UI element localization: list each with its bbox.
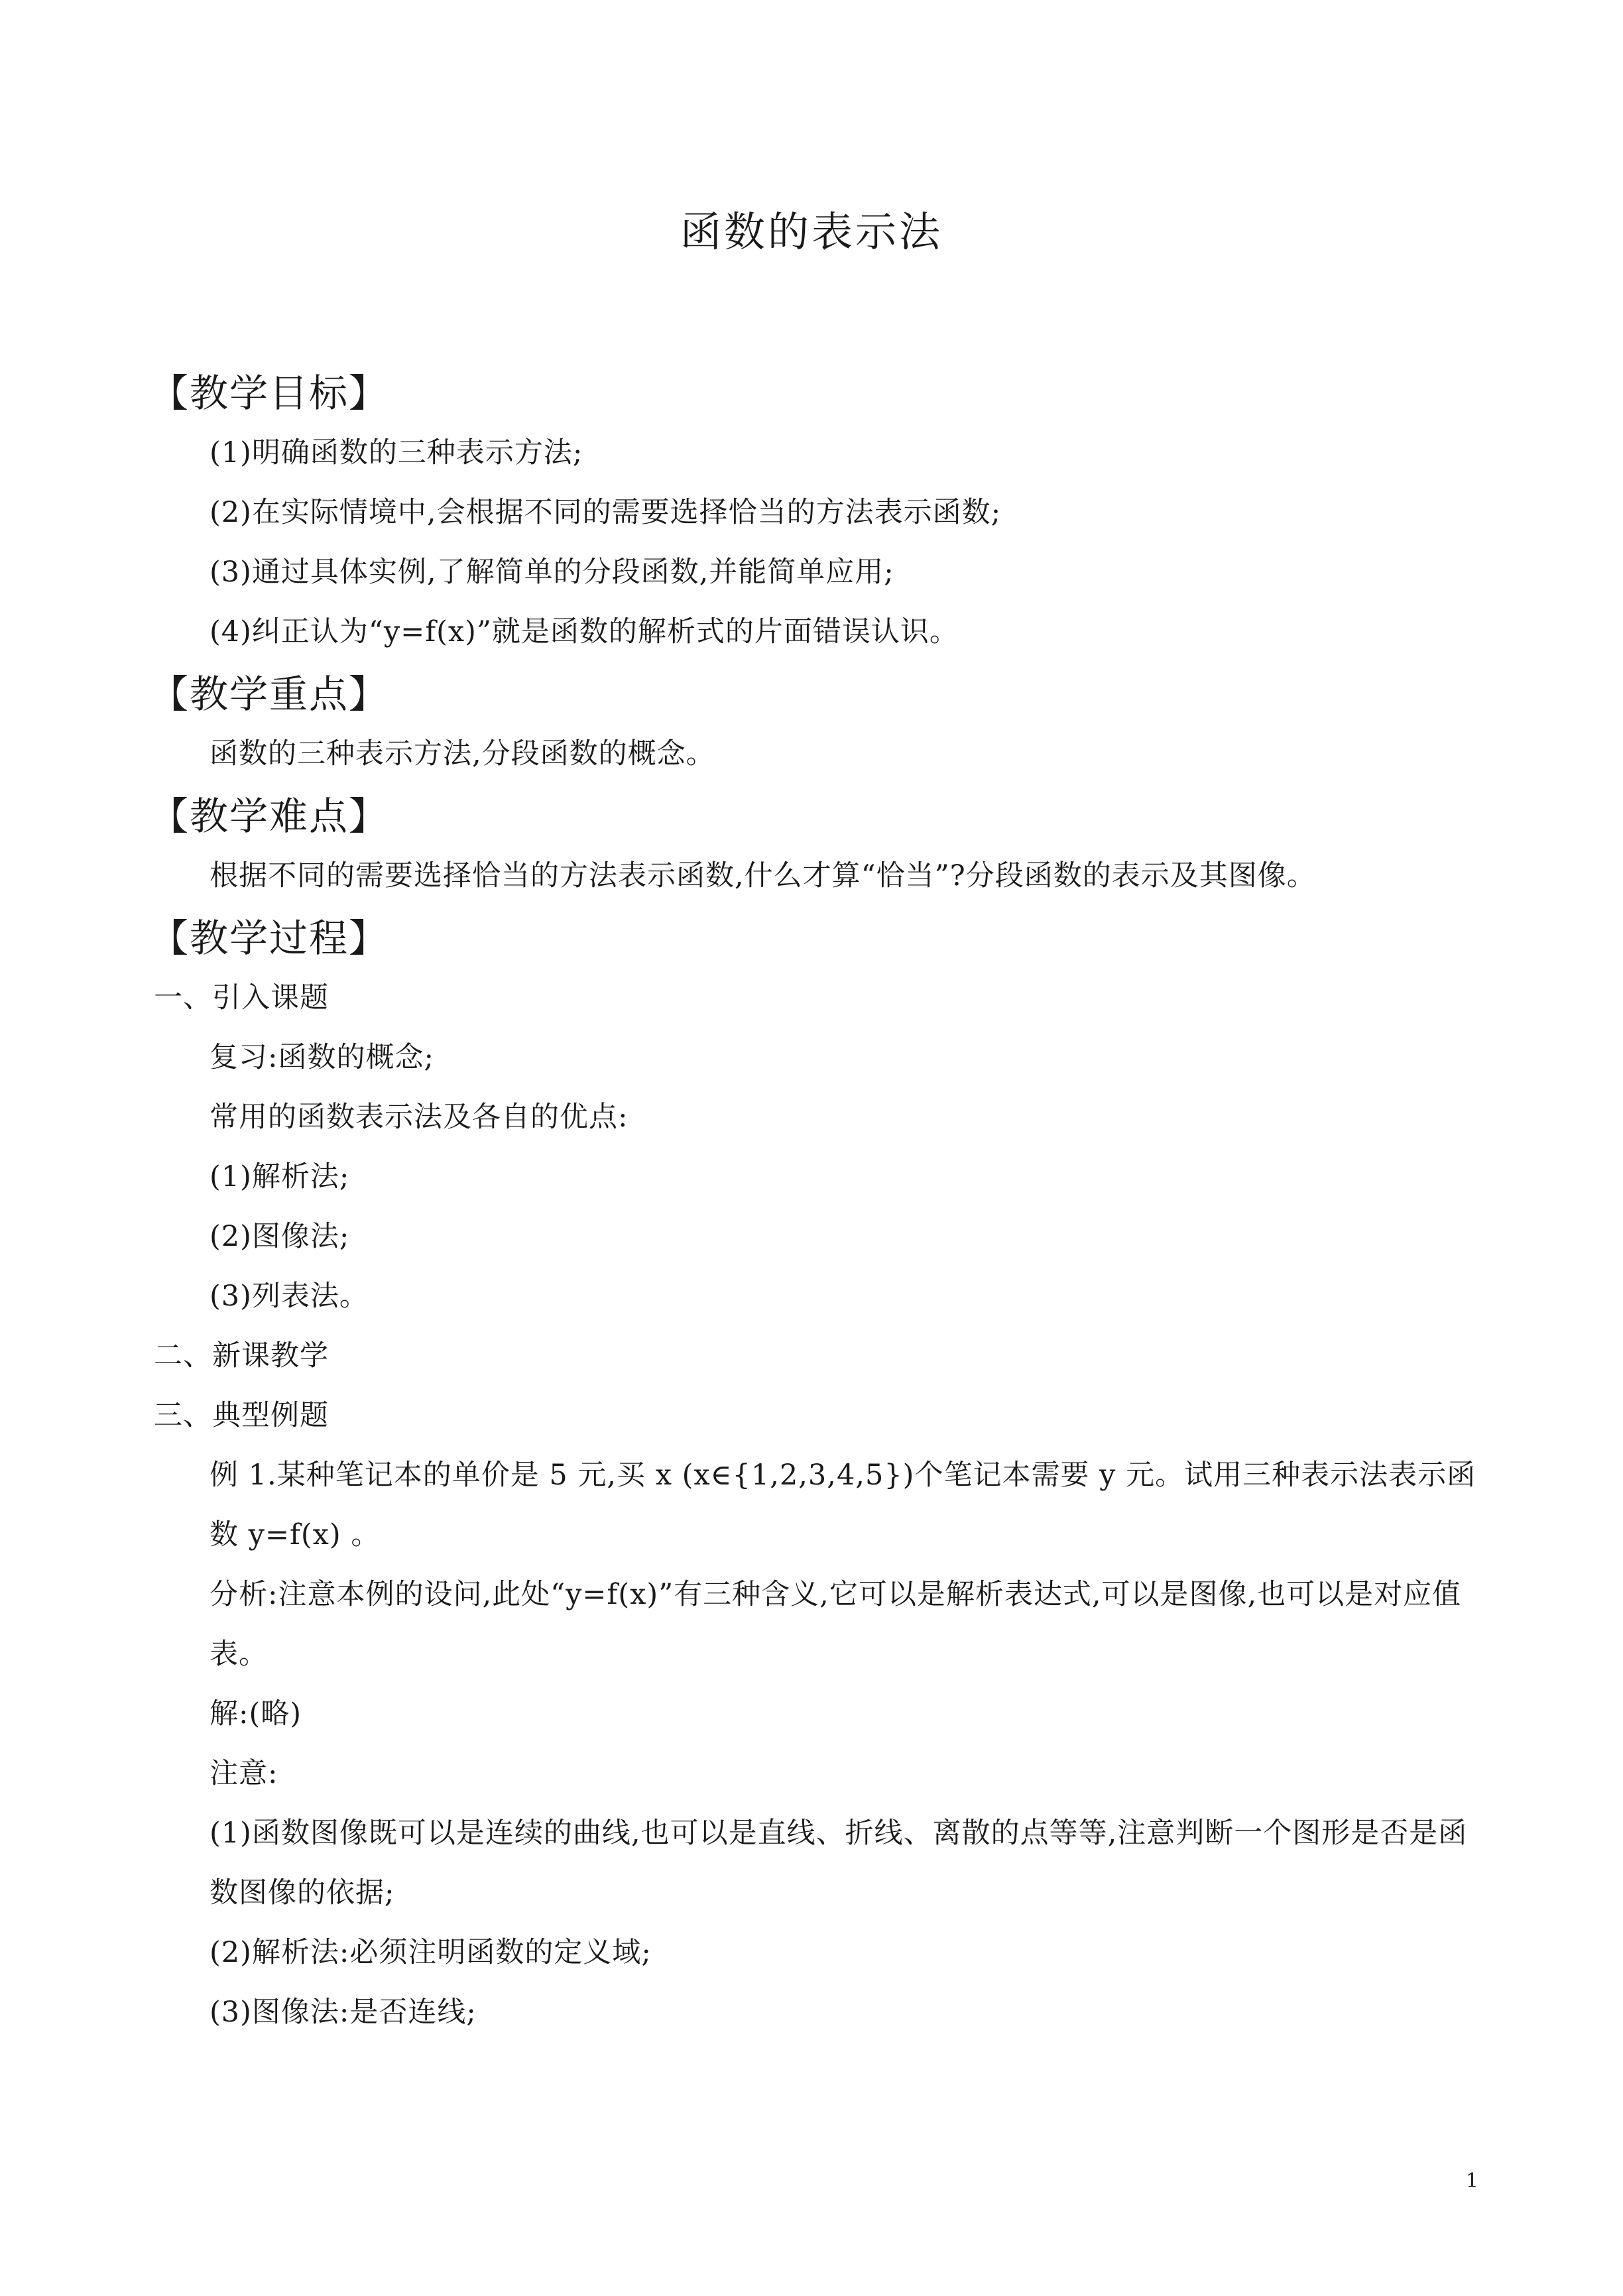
example-1-text: 例 1.某种笔记本的单价是 5 元,买 x (x∈{1,2,3,4,5})个笔记本需要 y 元。试用三种表示法表示函数 y=f(x) 。 — [210, 1459, 1476, 1551]
solution-text: 解:(略) — [210, 1697, 302, 1730]
objective-item-1: (1)明确函数的三种表示方法; — [210, 436, 583, 469]
objective-item-4: (4)纠正认为“y=f(x)”就是函数的解析式的片面错误认识。 — [210, 615, 959, 648]
part1-title: 一、引入课题 — [154, 981, 329, 1014]
note-item-3: (3)图像法:是否连线; — [210, 1996, 477, 2029]
difficulties-heading: 【教学难点】 — [150, 794, 389, 839]
objective-item-3: (3)通过具体实例,了解简单的分段函数,并能简单应用; — [210, 556, 894, 589]
note-item-1: (1)函数图像既可以是连续的曲线,也可以是直线、折线、离散的点等等,注意判断一个图形是否是函数图像的依据; — [210, 1817, 1468, 1909]
note-label: 注意: — [210, 1757, 278, 1790]
key-points-text: 函数的三种表示方法,分段函数的概念。 — [210, 737, 715, 770]
document-title: 函数的表示法 — [680, 208, 943, 256]
part1-line-2: 常用的函数表示法及各自的优点: — [210, 1101, 629, 1134]
difficulties-text: 根据不同的需要选择恰当的方法表示函数,什么才算“恰当”?分段函数的表示及其图像。 — [210, 859, 1316, 892]
part1-line-5: (3)列表法。 — [210, 1280, 369, 1313]
page-number: 1 — [1465, 2169, 1478, 2193]
analysis-text: 分析:注意本例的设问,此处“y=f(x)”有三种含义,它可以是解析表达式,可以是图像,也可以是对应值表。 — [210, 1578, 1462, 1671]
document-body — [150, 371, 1486, 2042]
part1-line-3: (1)解析法; — [210, 1160, 350, 1193]
part2-title: 二、新课教学 — [154, 1339, 329, 1372]
part1-line-4: (2)图像法; — [210, 1220, 350, 1253]
part3-title: 三、典型例题 — [154, 1399, 329, 1432]
part1-line-1: 复习:函数的概念; — [210, 1041, 434, 1074]
objectives-heading: 【教学目标】 — [150, 371, 389, 416]
note-item-2: (2)解析法:必须注明函数的定义域; — [210, 1936, 652, 1969]
process-heading: 【教学过程】 — [150, 916, 389, 961]
key-points-heading: 【教学重点】 — [150, 672, 389, 717]
objective-item-2: (2)在实际情境中,会根据不同的需要选择恰当的方法表示函数; — [210, 496, 1002, 529]
